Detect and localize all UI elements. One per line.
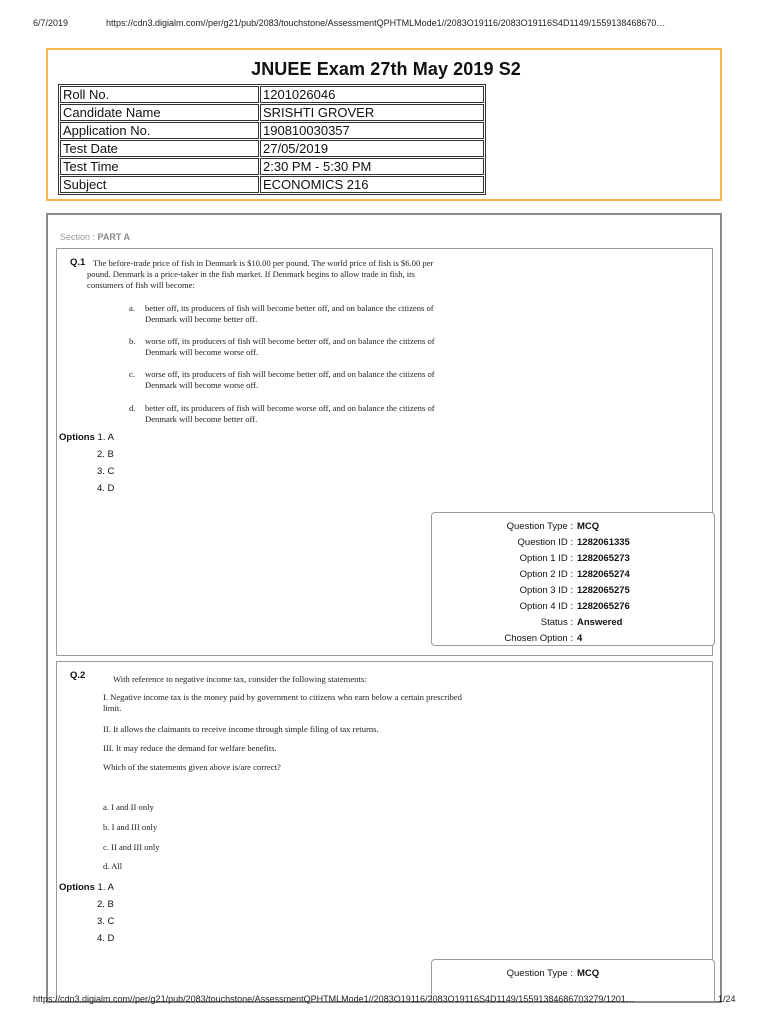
meta-key: Chosen Option : — [504, 633, 573, 644]
question-number: Q.1 — [70, 257, 86, 268]
meta-row — [432, 631, 716, 647]
question-statement — [103, 692, 563, 714]
question-statement: Which of the statements given above is/are correct? — [103, 762, 281, 772]
print-footer-url: https://cdn3.digialm.com//per/g21/pub/2083/touchstone/AssessmentQPHTMLMode1//2083O19116/2083O19116S4D1149/15591384686703279/1201… — [33, 994, 635, 1004]
statement-line: I. Negative income tax is the money paid by government to citizens who earn below a certain prescribed — [103, 692, 462, 702]
page-number: 1/24 — [718, 994, 736, 1004]
option-item: 2. B — [97, 449, 114, 460]
stem-line: The before-trade price of fish in Denmark is $10.00 per pound. The world price of fish is $6.00 per — [93, 258, 434, 268]
candidate-info-table — [58, 84, 486, 195]
answer-choice: c. II and III only — [103, 842, 160, 852]
choice-line: Denmark will become better off. — [145, 314, 258, 324]
meta-value: 4 — [577, 633, 583, 644]
question-statement: II. It allows the claimants to receive income through simple filing of tax returns. — [103, 724, 379, 734]
choice-text — [145, 336, 490, 358]
info-row — [60, 158, 484, 175]
question-intro: With reference to negative income tax, consider the following statements: — [113, 674, 367, 684]
question-card-2 — [56, 661, 713, 1003]
meta-key: Status : — [540, 617, 573, 628]
option-row — [59, 429, 114, 446]
choice-line: better off, its producers of fish will become better off, and on balance the citizens of — [145, 303, 434, 313]
info-label: Application No. — [60, 122, 259, 139]
meta-row — [432, 567, 716, 583]
question-card-1 — [56, 248, 713, 656]
option-item: 1. A — [97, 882, 114, 893]
meta-row — [432, 583, 716, 599]
info-value: 190810030357 — [260, 122, 484, 139]
info-row — [60, 104, 484, 121]
choice-line: Denmark will become better off. — [145, 414, 258, 424]
choice-line: Denmark will become worse off. — [145, 380, 259, 390]
section-name: PART A — [97, 232, 131, 242]
meta-value: MCQ — [577, 521, 600, 532]
meta-row — [432, 535, 716, 551]
meta-key: Option 1 ID : — [519, 553, 573, 564]
info-row — [60, 86, 484, 103]
info-label: Subject — [60, 176, 259, 193]
option-item: 3. C — [97, 916, 115, 927]
meta-row — [432, 966, 716, 982]
meta-value: Answered — [577, 617, 623, 628]
info-value: 2:30 PM - 5:30 PM — [260, 158, 484, 175]
meta-key: Option 2 ID : — [519, 569, 573, 580]
meta-key: Question Type : — [506, 521, 573, 532]
option-item: 4. D — [97, 483, 115, 494]
choice-text — [145, 403, 490, 425]
question-stem — [87, 258, 553, 291]
options-list — [59, 879, 114, 947]
options-label: Options — [59, 432, 95, 443]
meta-value: MCQ — [577, 968, 600, 979]
question-number: Q.2 — [70, 670, 86, 681]
meta-value: 1282065274 — [577, 569, 630, 580]
choice-line: worse off, its producers of fish will become better off, and on balance the citizens of — [145, 369, 435, 379]
question-panel — [46, 213, 722, 1003]
stem-line: consumers of fish will become: — [87, 280, 195, 290]
option-item: 2. B — [97, 899, 114, 910]
option-item: 4. D — [97, 933, 115, 944]
section-prefix: Section : — [60, 232, 98, 242]
meta-key: Question Type : — [506, 968, 573, 979]
print-url: https://cdn3.digialm.com//per/g21/pub/2083/touchstone/AssessmentQPHTMLMode1//2083O19116/2083O19116S4D1149/1559138468670… — [106, 18, 666, 28]
meta-value: 1282065273 — [577, 553, 630, 564]
candidate-info-box — [46, 48, 722, 201]
meta-key: Option 4 ID : — [519, 601, 573, 612]
exam-title: JNUEE Exam 27th May 2019 S2 — [251, 59, 521, 79]
meta-value: 1282065276 — [577, 601, 630, 612]
statement-line: limit. — [103, 703, 122, 713]
info-label: Roll No. — [60, 86, 259, 103]
info-label: Test Date — [60, 140, 259, 157]
meta-row — [432, 519, 716, 535]
answer-choice: b. I and III only — [103, 822, 158, 832]
info-value: ECONOMICS 216 — [260, 176, 484, 193]
choice-text — [145, 303, 490, 325]
meta-value: 1282061335 — [577, 537, 630, 548]
info-value: 27/05/2019 — [260, 140, 484, 157]
info-value: 1201026046 — [260, 86, 484, 103]
meta-key: Option 3 ID : — [519, 585, 573, 596]
meta-row — [432, 615, 716, 631]
choice-letter: d. — [129, 403, 136, 413]
choice-text — [145, 369, 490, 391]
options-list — [59, 429, 114, 497]
option-item: 3. C — [97, 466, 115, 477]
section-label — [60, 232, 130, 242]
option-item: 1. A — [97, 432, 114, 443]
meta-row — [432, 599, 716, 615]
meta-key: Question ID : — [517, 537, 573, 548]
option-row — [59, 879, 114, 896]
question-meta-box — [431, 512, 715, 646]
info-label: Candidate Name — [60, 104, 259, 121]
info-row — [60, 122, 484, 139]
info-value: SRISHTI GROVER — [260, 104, 484, 121]
answer-choice: d. All — [103, 861, 123, 871]
choice-letter: b. — [129, 336, 136, 346]
options-label: Options — [59, 882, 95, 893]
print-date: 6/7/2019 — [33, 18, 69, 28]
meta-value: 1282065275 — [577, 585, 630, 596]
info-row — [60, 140, 484, 157]
answer-choice: a. I and II only — [103, 802, 154, 812]
choice-line: worse off, its producers of fish will become better off, and on balance the citizens of — [145, 336, 435, 346]
choice-line: Denmark will become worse off. — [145, 347, 259, 357]
choice-letter: a. — [129, 303, 135, 313]
info-label: Test Time — [60, 158, 259, 175]
choice-line: better off, its producers of fish will become worse off, and on balance the citizens of — [145, 403, 435, 413]
info-row — [60, 176, 484, 193]
stem-line: pound. Denmark is a price-taker in the fish market. If Denmark begins to allow trade in fish, its — [87, 269, 415, 279]
question-statement: III. It may reduce the demand for welfare benefits. — [103, 743, 277, 753]
meta-row — [432, 551, 716, 567]
choice-letter: c. — [129, 369, 135, 379]
